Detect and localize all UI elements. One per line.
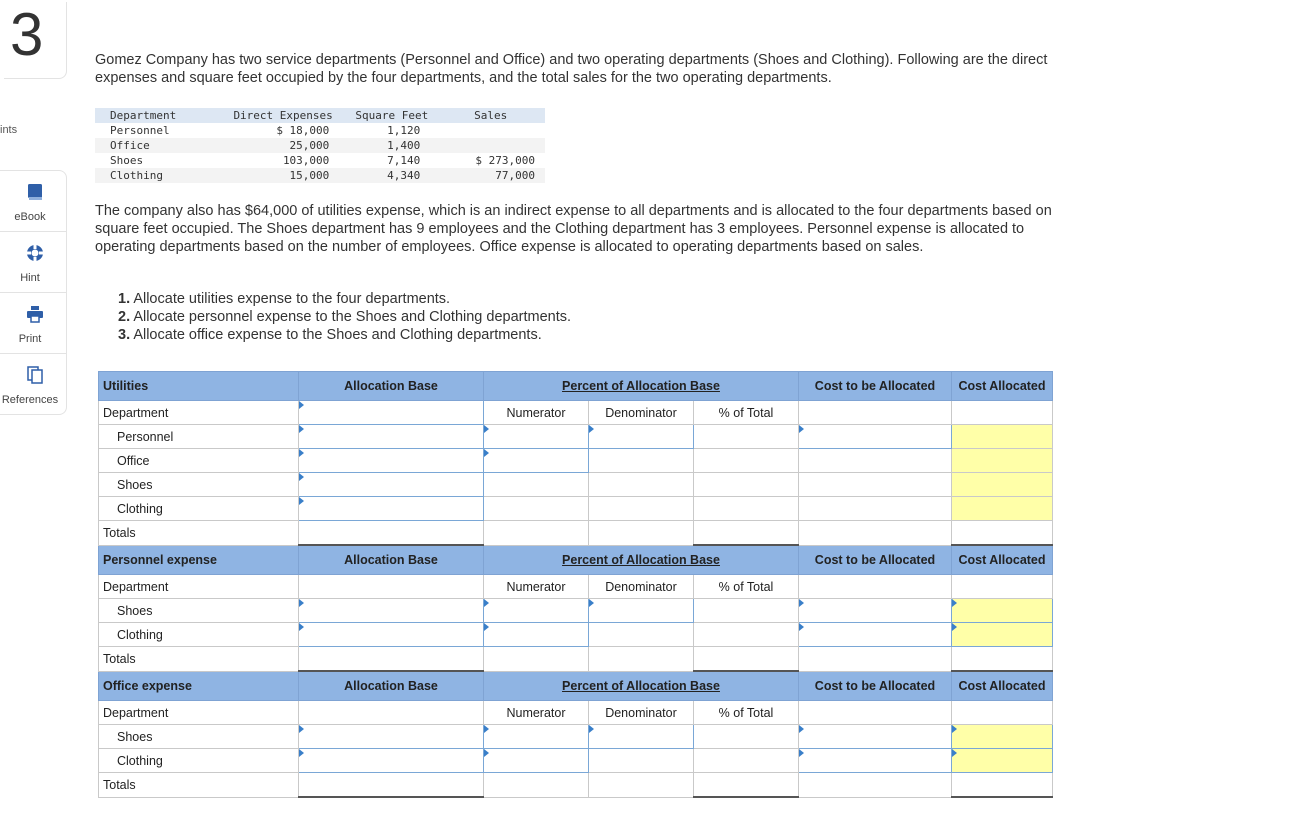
empty-cell xyxy=(589,647,694,672)
cost-to-be-allocated-header: Cost to be Allocated xyxy=(799,545,952,575)
table-row xyxy=(95,153,545,168)
cell-direct: 15,000 xyxy=(289,169,330,182)
cost-allocated-header: Cost Allocated xyxy=(952,372,1053,401)
pct-total-cell xyxy=(694,449,799,473)
cost-allocated-input[interactable] xyxy=(952,749,1053,773)
department-name: Shoes xyxy=(99,599,299,623)
allocation-base-input[interactable] xyxy=(299,425,484,449)
sidebar-references[interactable] xyxy=(0,354,66,414)
sidebar-hint-label: Hint xyxy=(20,272,40,284)
cell-direct: 103,000 xyxy=(282,154,330,167)
denominator-label: Denominator xyxy=(589,701,694,725)
allocation-base-input xyxy=(299,701,484,725)
sidebar-ebook-label: eBook xyxy=(14,211,46,223)
section-header-row xyxy=(99,372,1053,401)
table-row xyxy=(99,725,1053,749)
empty-cell xyxy=(484,521,589,546)
pct-total-cell xyxy=(694,725,799,749)
section-header-row xyxy=(99,671,1053,701)
allocation-base-total xyxy=(299,647,484,672)
allocation-worksheet xyxy=(98,371,1053,798)
table-row xyxy=(99,449,1053,473)
print-icon xyxy=(26,305,44,323)
denominator-input xyxy=(589,473,694,497)
numerator-input xyxy=(484,497,589,521)
sidebar-hint[interactable] xyxy=(0,232,66,293)
cost-to-be-allocated-input[interactable] xyxy=(799,425,952,449)
denominator-input xyxy=(589,623,694,647)
empty-cell xyxy=(799,401,952,425)
denominator-label: Denominator xyxy=(589,575,694,599)
cost-to-be-allocated-input xyxy=(799,473,952,497)
empty-cell xyxy=(589,773,694,798)
pct-total-cell xyxy=(694,599,799,623)
numerator-label: Numerator xyxy=(484,575,589,599)
cell-sqft: 1,400 xyxy=(387,139,421,152)
cost-allocated-total xyxy=(952,521,1053,546)
pct-total-label: % of Total xyxy=(694,701,799,725)
table-row xyxy=(99,473,1053,497)
task-list xyxy=(118,290,571,344)
cell-sales xyxy=(436,123,545,138)
department-data-table xyxy=(95,108,545,183)
cost-to-be-allocated-input[interactable] xyxy=(799,599,952,623)
question-number: 3 xyxy=(10,1,44,68)
allocation-base-input[interactable] xyxy=(299,497,484,521)
cost-to-be-allocated-input[interactable] xyxy=(799,749,952,773)
cost-allocated-header: Cost Allocated xyxy=(952,545,1053,575)
pct-total-cell xyxy=(694,425,799,449)
header-direct-expenses: Direct Expenses xyxy=(233,109,333,122)
task-number: 2. xyxy=(118,309,131,325)
cost-allocated-input[interactable] xyxy=(952,623,1053,647)
references-icon xyxy=(26,366,44,384)
section-title: Office expense xyxy=(99,671,299,701)
pct-total-total xyxy=(694,521,799,546)
cost-allocated-input[interactable] xyxy=(952,725,1053,749)
department-name: Personnel xyxy=(99,425,299,449)
sub-header-row xyxy=(99,575,1053,599)
cell-direct: $ 18,000 xyxy=(276,124,330,137)
allocation-base-header: Allocation Base xyxy=(299,671,484,701)
hint-icon xyxy=(26,244,44,262)
allocation-base-total xyxy=(299,521,484,546)
table-row xyxy=(95,168,545,183)
task-item xyxy=(118,308,571,326)
allocation-base-total xyxy=(299,773,484,798)
cell-dept: Office xyxy=(110,139,150,152)
numerator-input[interactable] xyxy=(484,623,589,647)
table-row xyxy=(99,749,1053,773)
question-intro: Gomez Company has two service departments (Personnel and Office) and two operating departments (Shoes and Clothing). Following are the direct expenses and square feet occupied by the four departments, and the total sales for the two operating departments. xyxy=(95,52,1048,86)
header-sales: Sales xyxy=(474,109,508,122)
section-title: Personnel expense xyxy=(99,545,299,575)
numerator-input[interactable] xyxy=(484,599,589,623)
cost-allocated-input[interactable] xyxy=(952,425,1053,449)
cell-sqft: 7,140 xyxy=(387,154,421,167)
question-number-box xyxy=(4,2,67,79)
cell-direct: 25,000 xyxy=(289,139,330,152)
numerator-input xyxy=(484,473,589,497)
pct-total-label: % of Total xyxy=(694,575,799,599)
empty-cell xyxy=(952,575,1053,599)
pct-total-total xyxy=(694,773,799,798)
allocation-base-input[interactable] xyxy=(299,623,484,647)
allocation-base-input[interactable] xyxy=(299,449,484,473)
totals-row xyxy=(99,521,1053,546)
cell-dept: Clothing xyxy=(110,169,163,182)
empty-cell xyxy=(799,521,952,546)
pct-total-cell xyxy=(694,497,799,521)
department-name: Clothing xyxy=(99,497,299,521)
numerator-input[interactable] xyxy=(484,749,589,773)
percent-allocation-base-header: Percent of Allocation Base xyxy=(484,372,799,401)
cost-allocated-input[interactable] xyxy=(952,473,1053,497)
totals-label: Totals xyxy=(99,521,299,546)
table-row xyxy=(99,497,1053,521)
cost-to-be-allocated-header: Cost to be Allocated xyxy=(799,671,952,701)
pct-total-cell xyxy=(694,473,799,497)
department-name: Shoes xyxy=(99,473,299,497)
percent-allocation-base-header: Percent of Allocation Base xyxy=(484,545,799,575)
table-row xyxy=(99,425,1053,449)
cost-to-be-allocated-header: Cost to be Allocated xyxy=(799,372,952,401)
denominator-input[interactable] xyxy=(589,725,694,749)
pct-total-cell xyxy=(694,749,799,773)
ebook-icon xyxy=(26,183,44,201)
task-text: Allocate personnel expense to the Shoes and Clothing departments. xyxy=(130,309,572,325)
cell-sqft: 4,340 xyxy=(387,169,421,182)
numerator-label: Numerator xyxy=(484,701,589,725)
denominator-input xyxy=(589,749,694,773)
cost-to-be-allocated-input xyxy=(799,497,952,521)
cost-allocated-total xyxy=(952,647,1053,672)
empty-cell xyxy=(799,773,952,798)
denominator-input xyxy=(589,449,694,473)
numerator-label: Numerator xyxy=(484,401,589,425)
empty-cell xyxy=(799,701,952,725)
cell-dept: Personnel xyxy=(110,124,170,137)
pct-total-total xyxy=(694,647,799,672)
cost-allocated-input[interactable] xyxy=(952,449,1053,473)
points-label: ints xyxy=(0,124,18,136)
allocation-base-input[interactable] xyxy=(299,401,484,425)
cost-to-be-allocated-input[interactable] xyxy=(799,623,952,647)
task-text: Allocate utilities expense to the four departments. xyxy=(130,291,451,307)
cost-allocated-total xyxy=(952,773,1053,798)
cell-sqft: 1,120 xyxy=(387,124,421,137)
allocation-base-header: Allocation Base xyxy=(299,372,484,401)
cost-to-be-allocated-input[interactable] xyxy=(799,725,952,749)
numerator-input[interactable] xyxy=(484,725,589,749)
cost-allocated-input[interactable] xyxy=(952,599,1053,623)
denominator-label: Denominator xyxy=(589,401,694,425)
empty-cell xyxy=(484,647,589,672)
sub-header-row xyxy=(99,701,1053,725)
totals-row xyxy=(99,647,1053,672)
pct-total-label: % of Total xyxy=(694,401,799,425)
sidebar-print[interactable] xyxy=(0,293,66,354)
cost-allocated-header: Cost Allocated xyxy=(952,671,1053,701)
header-department: Department xyxy=(110,109,177,122)
department-name: Shoes xyxy=(99,725,299,749)
percent-allocation-base-header: Percent of Allocation Base xyxy=(484,671,799,701)
allocation-base-input[interactable] xyxy=(299,473,484,497)
sub-header-row xyxy=(99,401,1053,425)
denominator-input xyxy=(589,497,694,521)
cost-allocated-input[interactable] xyxy=(952,497,1053,521)
cost-to-be-allocated-input xyxy=(799,449,952,473)
header-square-feet: Square Feet xyxy=(355,109,429,122)
allocation-base-input[interactable] xyxy=(299,725,484,749)
department-label: Department xyxy=(99,401,299,425)
department-label: Department xyxy=(99,701,299,725)
totals-row xyxy=(99,773,1053,798)
task-number: 3. xyxy=(118,327,131,343)
empty-cell xyxy=(799,647,952,672)
task-item xyxy=(118,326,571,344)
table-row xyxy=(95,138,545,153)
table-row xyxy=(95,123,545,138)
sidebar-ebook[interactable] xyxy=(0,171,66,232)
totals-label: Totals xyxy=(99,647,299,672)
empty-cell xyxy=(484,773,589,798)
task-text: Allocate office expense to the Shoes and Clothing departments. xyxy=(130,327,542,343)
cell-sales: 77,000 xyxy=(495,169,535,182)
denominator-input[interactable] xyxy=(589,425,694,449)
department-name: Clothing xyxy=(99,623,299,647)
question-details: The company also has $64,000 of utilities expense, which is an indirect expense to all departments and is allocated to the four departments based on square feet occupied. The Shoes department has 9 employees and the Clothing department has 3 employees. Personnel expense is allocated to operating departments based on the number of employees. Office expense is allocated to operating departments based on sales. xyxy=(95,203,1052,255)
department-name: Clothing xyxy=(99,749,299,773)
pct-total-cell xyxy=(694,623,799,647)
sidebar-references-label: References xyxy=(1,394,59,406)
totals-label: Totals xyxy=(99,773,299,798)
numerator-input[interactable] xyxy=(484,425,589,449)
sidebar-print-label: Print xyxy=(18,333,42,345)
denominator-input[interactable] xyxy=(589,599,694,623)
section-header-row xyxy=(99,545,1053,575)
empty-cell xyxy=(589,521,694,546)
cell-sales xyxy=(436,138,545,153)
allocation-base-input[interactable] xyxy=(299,749,484,773)
data-table-header xyxy=(95,108,545,123)
allocation-base-header: Allocation Base xyxy=(299,545,484,575)
department-name: Office xyxy=(99,449,299,473)
empty-cell xyxy=(799,575,952,599)
department-label: Department xyxy=(99,575,299,599)
task-number: 1. xyxy=(118,291,131,307)
empty-cell xyxy=(952,701,1053,725)
sidebar xyxy=(0,170,67,415)
allocation-base-input xyxy=(299,575,484,599)
table-row xyxy=(99,623,1053,647)
numerator-input[interactable] xyxy=(484,449,589,473)
task-item xyxy=(118,290,571,308)
empty-cell xyxy=(952,401,1053,425)
table-row xyxy=(99,599,1053,623)
section-title: Utilities xyxy=(99,372,299,401)
cell-sales: $ 273,000 xyxy=(475,154,535,167)
cell-dept: Shoes xyxy=(110,154,144,167)
allocation-base-input[interactable] xyxy=(299,599,484,623)
